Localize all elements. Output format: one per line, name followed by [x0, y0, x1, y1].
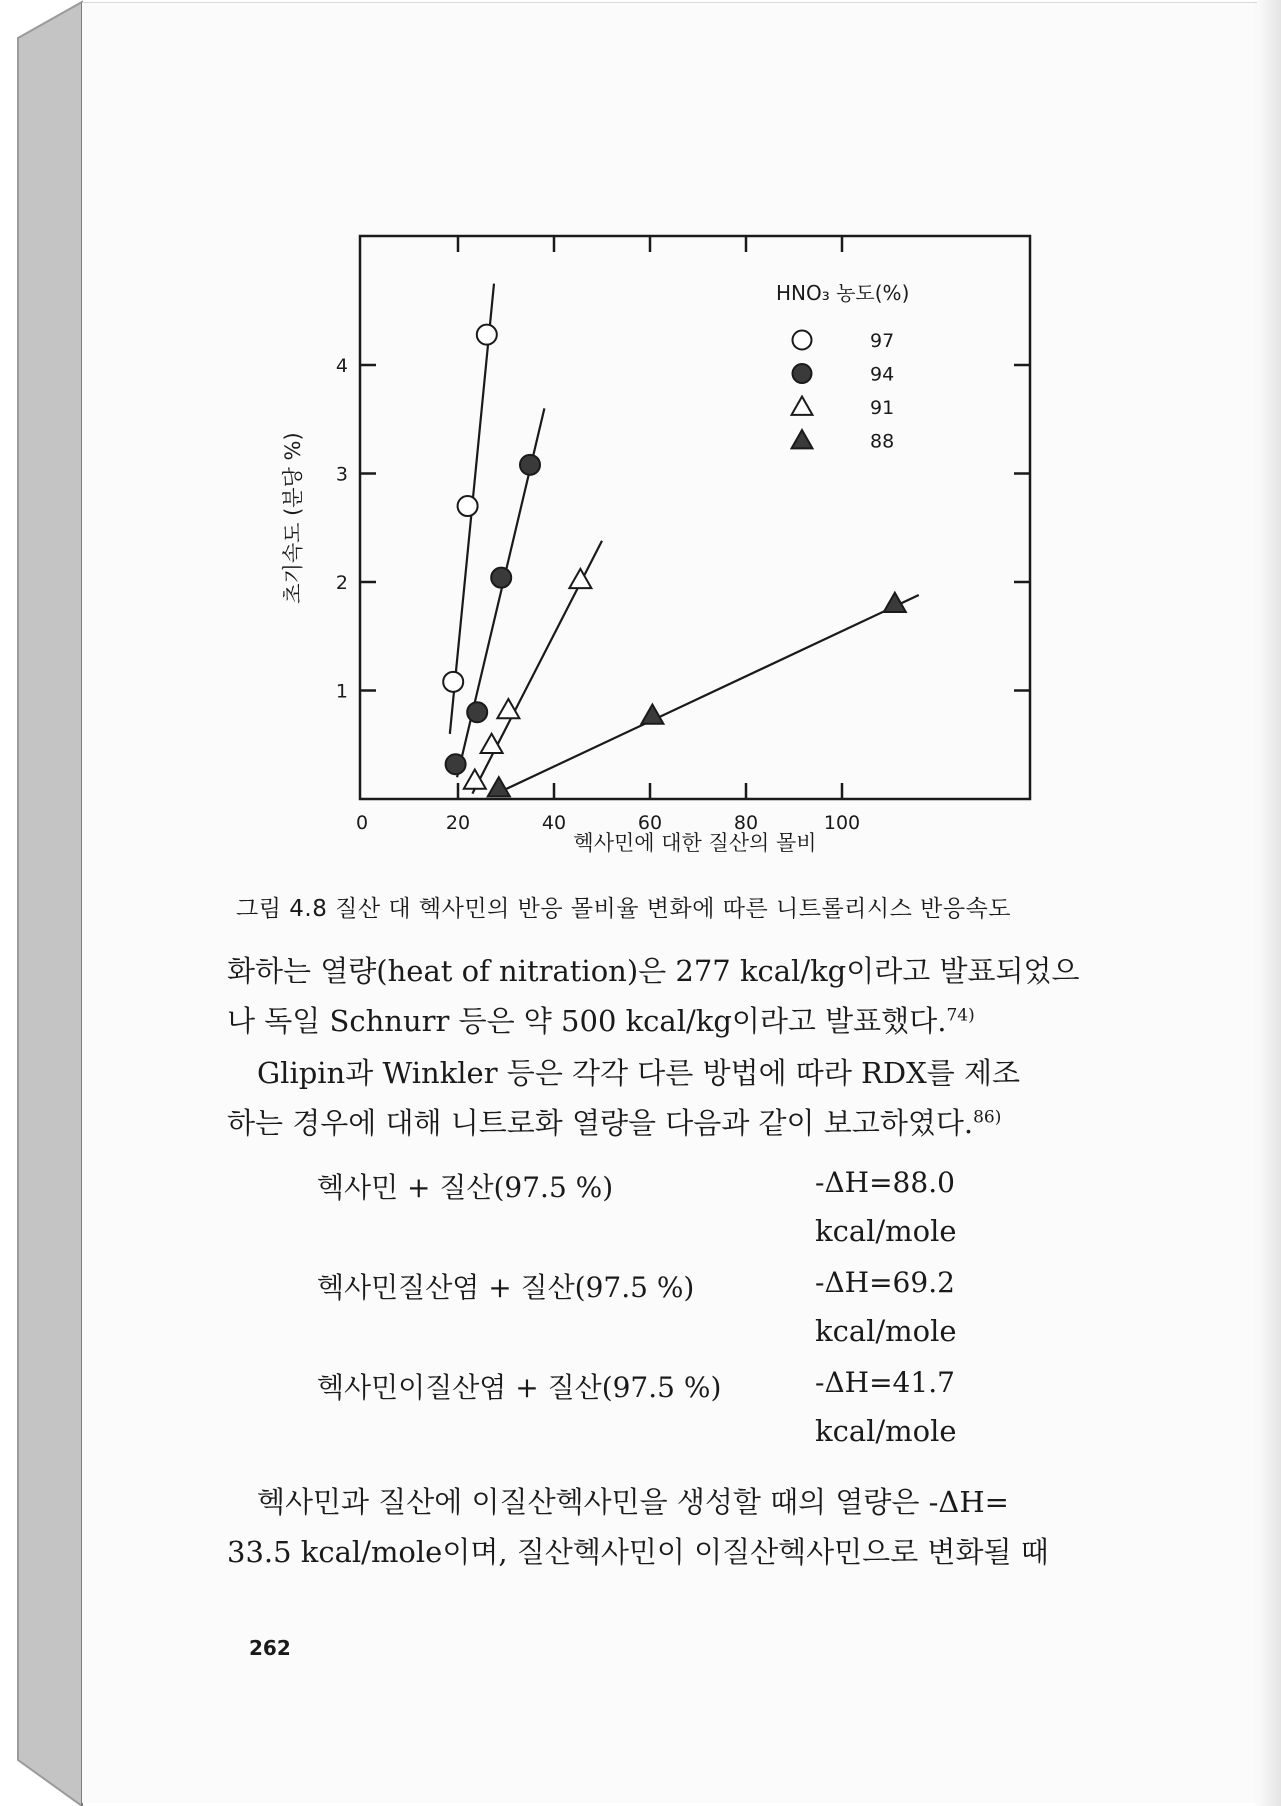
equation-unit: kcal/mole — [815, 1214, 957, 1248]
y-tick-label: 3 — [335, 463, 348, 486]
legend-label: 88 — [870, 430, 895, 453]
paragraph-line: 33.5 kcal/mole이며, 질산헥사민이 이질산헥사민으로 변화될 때 — [227, 1535, 1049, 1569]
paragraph-line: Glipin과 Winkler 등은 각각 다른 방법에 따라 RDX를 제조 — [257, 1056, 1021, 1090]
paragraph-line: 화하는 열량(heat of nitration)은 277 kcal/kg이라고 발표되었으 — [227, 954, 1080, 988]
paragraph-line — [227, 1106, 1002, 1140]
x-axis-label: 헥사민에 대한 질산의 몰비 — [573, 831, 817, 855]
data-point-97 — [477, 325, 497, 345]
x-tick-label: 80 — [733, 812, 759, 834]
data-point-88 — [641, 704, 663, 723]
page-edge-shadow — [1253, 0, 1281, 1806]
reference-mark: 74) — [946, 1005, 975, 1026]
data-point-94 — [491, 568, 511, 588]
legend-title: HNO₃ 농도(%) — [776, 281, 910, 305]
equation-value: -ΔH=41.7 — [815, 1366, 955, 1399]
data-point-94 — [446, 754, 466, 774]
plot-frame — [360, 236, 1030, 799]
y-tick-label: 4 — [335, 355, 348, 377]
paragraph-line — [227, 1004, 975, 1038]
paragraph-text: 하는 경우에 대해 니트로화 열량을 다음과 같이 보고하였다. — [227, 1106, 974, 1140]
legend-marker-91 — [792, 397, 813, 415]
figure-caption: 그림 4.8 질산 대 헥사민의 반응 몰비율 변화에 따른 니트롤리시스 반응속도 — [236, 896, 1012, 922]
legend-label: 91 — [870, 397, 895, 419]
paragraph-line: 헥사민과 질산에 이질산헥사민을 생성할 때의 열량은 -ΔH= — [257, 1485, 1009, 1519]
equation-value: -ΔH=88.0 — [815, 1166, 955, 1199]
data-point-94 — [467, 702, 487, 722]
page-number: 262 — [249, 1636, 291, 1660]
x-tick-label: 60 — [637, 812, 663, 834]
x-tick-label: 40 — [541, 812, 567, 834]
x-tick-label: 0 — [355, 812, 369, 834]
data-point-91 — [569, 569, 591, 588]
equation-reaction: 헥사민 + 질산(97.5 %) — [317, 1171, 614, 1204]
paragraph-text: 나 독일 Schnurr 등은 약 500 kcal/kg이라고 발표했다. — [227, 1004, 947, 1038]
rate-chart — [250, 218, 1070, 868]
data-markers — [443, 325, 906, 797]
legend-marker-88 — [792, 430, 813, 448]
data-point-97 — [443, 672, 463, 692]
legend-marker-94 — [793, 364, 812, 383]
legend-label: 94 — [870, 363, 895, 386]
data-point-97 — [458, 496, 478, 516]
equation-reaction: 헥사민이질산염 + 질산(97.5 %) — [317, 1371, 722, 1404]
data-point-94 — [520, 455, 540, 475]
reference-mark: 86) — [973, 1107, 1002, 1128]
legend-label: 97 — [870, 330, 895, 352]
data-point-88 — [488, 777, 510, 796]
x-tick-label: 20 — [445, 812, 471, 834]
y-tick-label: 1 — [335, 680, 348, 703]
equation-reaction: 헥사민질산염 + 질산(97.5 %) — [317, 1271, 695, 1304]
fit-lines — [450, 284, 919, 794]
y-axis-label: 초기속도 (분당 %) — [281, 432, 305, 604]
axis-ticks — [336, 236, 1030, 834]
x-tick-label: 100 — [823, 812, 861, 834]
equation-unit: kcal/mole — [815, 1314, 957, 1348]
equation-value: -ΔH=69.2 — [815, 1266, 955, 1299]
equation-unit: kcal/mole — [815, 1414, 957, 1448]
legend — [776, 281, 909, 453]
legend-marker-97 — [793, 331, 812, 350]
y-tick-label: 2 — [335, 572, 348, 594]
